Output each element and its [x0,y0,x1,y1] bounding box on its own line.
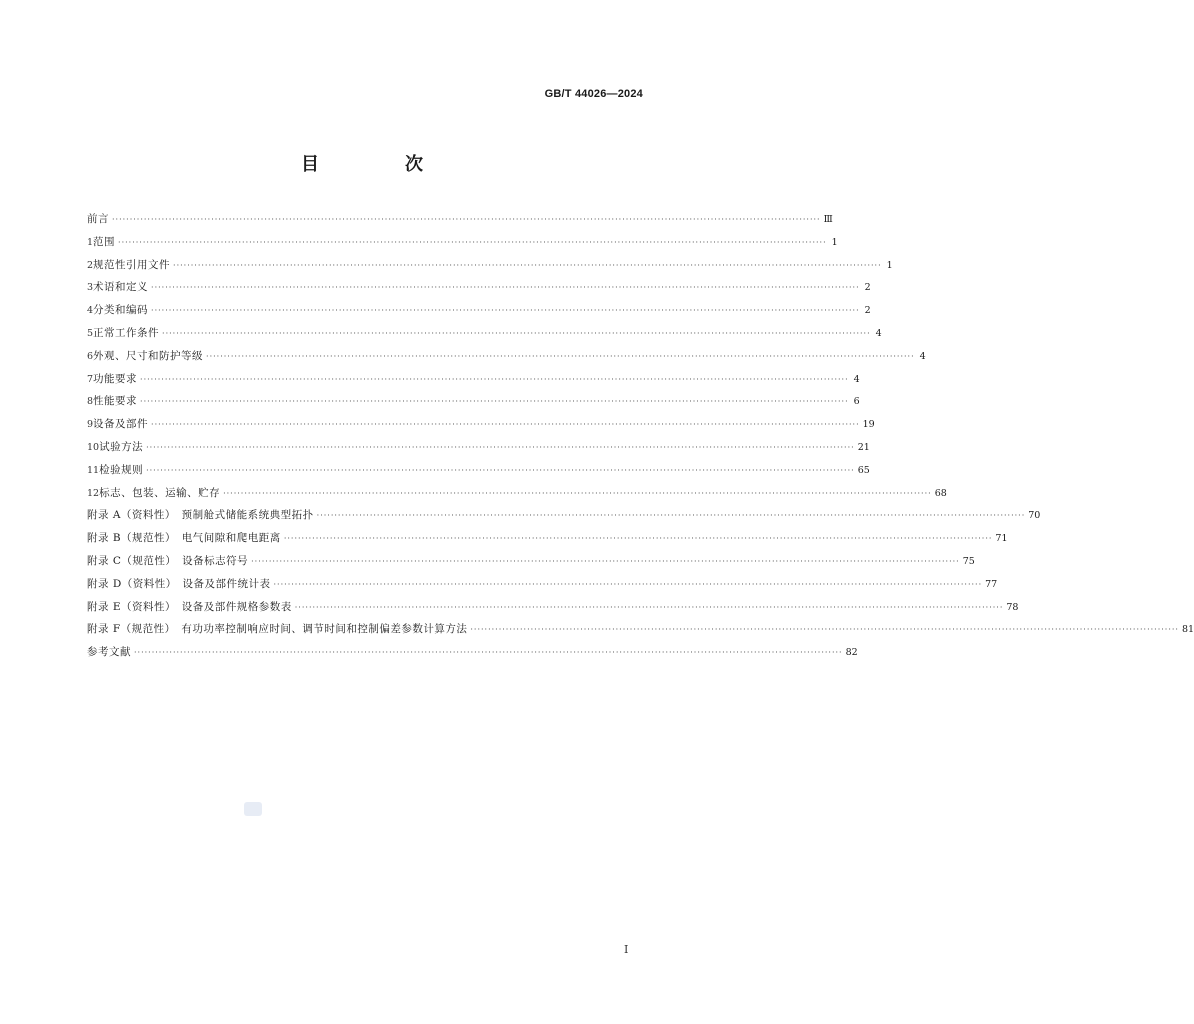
toc-entry-label: 参考文献 [87,646,131,659]
toc-dot-leader: ········································································································································································································ [146,442,855,452]
toc-entry[interactable] [87,345,926,368]
toc-entry[interactable] [87,436,870,459]
toc-entry-label: 检验规则 [99,463,144,476]
toc-entry[interactable] [87,208,833,231]
page-number: Ⅰ [624,943,629,956]
toc-entry-page: 1 [886,259,893,271]
toc-entry-label: 前言 [87,213,109,225]
toc-entry[interactable] [87,368,860,391]
toc-entry-label: 标志、包装、运输、贮存 [99,486,221,499]
toc-dot-leader: ········································································································································································································ [223,488,932,498]
toc-entry[interactable] [87,390,860,413]
toc-dot-leader: ········································································································································································································ [251,556,960,566]
toc-entry-label: 附录 B（规范性） 电气间隙和爬电距离 [87,532,281,545]
toc-entry-number: 7 [87,373,94,385]
toc-entry-label: 正常工作条件 [93,326,160,339]
toc-dot-leader: ········································································································································································································ [112,215,821,224]
toc-entry[interactable] [87,596,1019,619]
toc-entry-page: 71 [995,533,1008,545]
toc-entry-number: 10 [87,441,100,453]
toc-entry-label: 设备及部件 [93,418,149,431]
toc-entry-label: 性能要求 [93,395,138,408]
toc-entry[interactable] [87,254,893,277]
toc-dot-leader: ········································································································································································································ [146,465,855,475]
toc-entry-label: 附录 F（规范性） 有功功率控制响应时间、调节时间和控制偏差参数计算方法 [87,623,468,636]
toc-entry-label: 附录 A（资料性） 预制舱式储能系统典型拓扑 [87,509,314,522]
toc-entry-number: 3 [87,282,94,294]
toc-entry-page: 21 [857,441,870,453]
toc-entry[interactable] [87,550,975,573]
toc-entry-number: 2 [87,259,94,271]
toc-dot-leader: ········································································································································································································ [151,420,860,430]
toc-entry[interactable] [87,641,858,664]
toc-dot-leader: ········································································································································································································ [151,306,860,316]
toc-entry-label: 附录 E（资料性） 设备及部件规格参数表 [87,600,292,613]
toc-entry-page: 4 [919,350,926,362]
toc-entry-number: 12 [87,487,100,499]
toc-entry-page: 78 [1006,601,1019,613]
toc-entry-page: 82 [845,647,858,659]
toc-entry[interactable] [87,573,998,596]
toc-entry[interactable] [87,231,838,254]
toc-entry-page: 6 [853,396,860,408]
toc-dot-leader: ········································································································································································································ [173,260,882,270]
toc-dot-leader: ········································································································································································································ [140,374,849,384]
toc-entry-page: 4 [853,373,860,385]
toc-entry-label: 试验方法 [99,440,144,453]
toc-entry-page: 2 [864,282,871,294]
toc-entry[interactable] [87,527,1008,550]
toc-entry-label: 功能要求 [93,372,138,385]
toc-entry-number: 8 [87,396,94,408]
toc-entry-number: 9 [87,419,94,431]
toc-entry-label: 附录 D（资料性） 设备及部件统计表 [87,577,271,590]
page-title: 目 次 [301,154,457,175]
toc-entry-page: 19 [862,419,875,431]
table-of-contents [87,208,1194,664]
toc-entry[interactable] [87,413,875,436]
toc-entry-number: 11 [87,464,100,476]
toc-dot-leader: ········································································································································································································ [470,625,1179,635]
toc-entry-number: 5 [87,327,94,339]
toc-entry-page: 4 [875,327,882,339]
toc-entry[interactable] [87,618,1194,641]
toc-dot-leader: ········································································································································································································ [294,602,1004,612]
toc-dot-leader: ········································································································································································································ [134,648,843,658]
toc-entry-number: 4 [87,305,94,317]
toc-entry-page: Ⅲ [823,214,833,225]
toc-entry[interactable] [87,299,871,322]
toc-dot-leader: ········································································································································································································ [283,534,993,544]
toc-entry-page: 65 [857,464,870,476]
toc-entry-page: 1 [831,236,838,248]
watermark-logo [244,802,262,816]
toc-entry-number: 6 [87,350,94,362]
toc-entry-page: 70 [1028,510,1041,522]
toc-dot-leader: ········································································································································································································ [273,579,983,589]
toc-entry-label: 范围 [93,235,116,248]
toc-entry-label: 附录 C（规范性） 设备标志符号 [87,554,249,567]
toc-entry-label: 规范性引用文件 [93,258,171,271]
toc-entry-label: 术语和定义 [93,281,149,294]
toc-entry[interactable] [87,504,1041,527]
toc-entry[interactable] [87,322,882,345]
toc-entry-page: 68 [934,487,947,499]
toc-dot-leader: ········································································································································································································ [151,283,860,293]
toc-dot-leader: ········································································································································································································ [140,397,849,407]
toc-entry[interactable] [87,276,871,299]
toc-dot-leader: ········································································································································································································ [162,328,871,338]
toc-entry[interactable] [87,482,947,505]
toc-entry-page: 81 [1181,624,1194,636]
toc-entry-page: 75 [962,555,975,567]
toc-dot-leader: ········································································································································································································ [118,237,827,247]
toc-entry[interactable] [87,459,870,482]
toc-entry-page: 2 [864,305,871,317]
toc-entry-label: 外观、尺寸和防护等级 [93,349,204,362]
toc-entry-page: 77 [985,578,998,590]
toc-entry-number: 1 [87,236,94,248]
toc-entry-label: 分类和编码 [93,304,149,317]
toc-dot-leader: ········································································································································································································ [206,351,915,361]
toc-dot-leader: ········································································································································································································ [316,511,1026,521]
standard-code: GB/T 44026—2024 [544,88,643,100]
